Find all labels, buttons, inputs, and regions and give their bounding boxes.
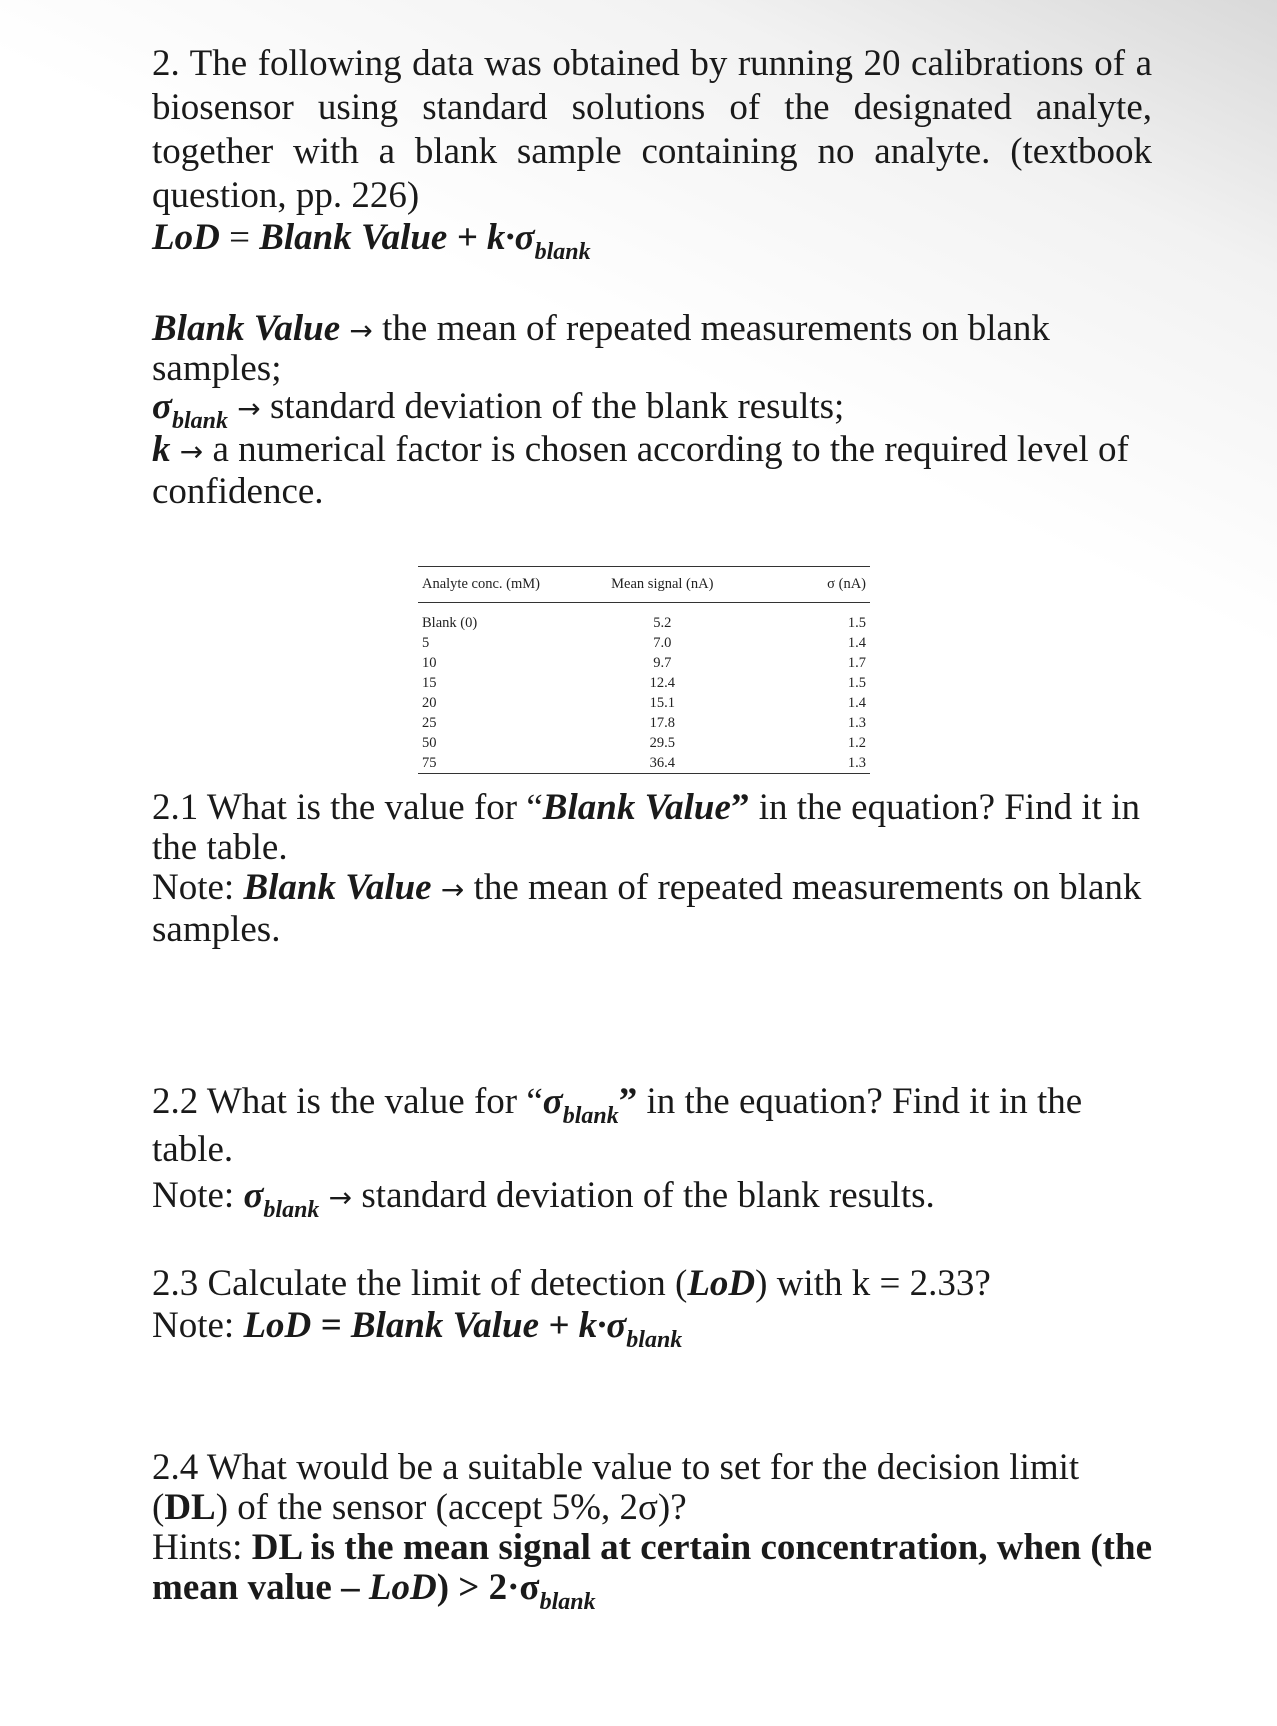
cell-analyte-conc: 75 [418,753,578,774]
header-analyte-conc: Analyte conc. (mM) [422,576,540,592]
cell-analyte-conc: 5 [422,635,430,651]
calibration-table [418,566,870,774]
sigma-symbol: σ [152,386,172,427]
arrow-icon: → [440,873,465,906]
q22-note-sigma: σ [243,1175,264,1216]
k-term: k [152,429,171,470]
cell-mean-signal: 5.2 [653,615,672,631]
q21-post: in the equation? Find it in the table. [152,787,1140,868]
q24-post: ) of the sensor (accept 5%, 2σ)? [215,1487,687,1528]
q21-pre: 2.1 What is the value for “ [152,787,543,828]
formula-sub: blank [534,239,591,265]
cell-sigma: 1.3 [747,753,870,774]
q24-hint-tail: ) > 2·σ [436,1567,540,1608]
q21-close: ” [730,787,750,828]
cell-mean-signal: 17.8 [649,715,675,731]
q24-pre: 2.4 What would be a suitable value to set for the decision limit ( [152,1447,1080,1528]
q22-sub: blank [562,1103,619,1129]
sigma-sub: blank [171,408,228,434]
table-row [418,673,870,693]
q21-note-term: Blank Value [243,867,432,908]
cell-analyte-conc: 15 [422,675,437,691]
question-2-1 [152,788,1152,868]
cell-analyte-conc: 25 [422,715,437,731]
q22-pre: 2.2 What is the value for “ [152,1081,543,1122]
question-2-3 [152,1262,1152,1306]
cell-analyte-conc: 20 [422,695,437,711]
cell-sigma: 1.2 [847,735,866,751]
q22-post: in the equation? Find it in the table. [152,1081,1083,1170]
q22-note-desc: standard deviation of the blank results. [352,1175,935,1216]
arrow-icon: → [349,314,373,347]
cell-sigma: 1.5 [847,675,866,691]
arrow-icon: → [328,1181,353,1214]
q22-sigma: σ [542,1081,563,1122]
note-2-2 [152,1174,1152,1223]
formula-rhs: Blank Value + k·σ [259,217,535,258]
table-row [418,693,870,713]
q23-pre: 2.3 Calculate the limit of detection ( [152,1263,688,1304]
table-row [418,713,870,733]
q24-hint-lod: LoD [368,1567,437,1608]
arrow-icon: → [237,392,261,425]
sigma-desc: standard deviation of the blank results; [260,386,845,427]
table-header-row [418,567,870,603]
intro-paragraph: 2. The following data was obtained by running 20 calibrations of a biosensor using standard solutions of the designated analyte, together with a blank sample containing no analyte. (textbook question, pp. 226) [152,43,1152,216]
note-2-1 [152,868,1152,950]
cell-sigma: 1.4 [847,695,866,711]
hint-2-4 [152,1527,1152,1615]
cell-sigma: 1.3 [847,715,866,731]
q23-note-formula: LoD = Blank Value + k·σ [243,1305,627,1346]
q24-term: DL [164,1487,216,1528]
blank-value-desc: the mean of repeated measurements on blank samples; [152,308,1050,389]
q24-hint-sub: blank [539,1589,596,1615]
formula-lhs: LoD [152,217,220,258]
q23-post: ) with k = 2.33? [755,1263,991,1304]
q22-note-sub: blank [263,1197,320,1223]
cell-mean-signal: 7.0 [653,635,672,651]
note-2-3 [152,1305,1152,1353]
table-row [418,603,870,634]
blank-value-term: Blank Value [152,308,341,349]
cell-mean-signal: 12.4 [649,675,675,691]
question-2-4 [152,1448,1152,1528]
cell-analyte-conc: 10 [422,655,437,671]
cell-mean-signal: 36.4 [578,753,747,774]
cell-sigma: 1.5 [847,615,866,631]
lod-formula [152,216,1152,265]
q21-note-desc: the mean of repeated measurements on blank samples. [152,867,1142,950]
q23-term: LoD [687,1263,756,1304]
q24-hint-label: Hints: [152,1527,252,1568]
q23-note-label: Note: [152,1305,244,1346]
header-sigma: σ (nA) [827,576,866,592]
cell-sigma: 1.7 [847,655,866,671]
question-page [152,42,1152,512]
k-definition [152,430,1152,512]
cell-analyte-conc: Blank (0) [422,615,478,631]
header-mean-signal: Mean signal (nA) [611,576,714,592]
blank-value-definition [152,310,1152,388]
q21-term: Blank Value [542,787,731,828]
cell-analyte-conc: 50 [422,735,437,751]
cell-mean-signal: 15.1 [649,695,675,711]
k-desc: a numerical factor is chosen according to the required level of confidence. [152,429,1129,512]
arrow-icon: → [179,435,204,468]
q23-note-sub: blank [626,1327,683,1353]
q24-hint-bold: DL is the mean signal at certain concentration, when (the mean value – [152,1527,1152,1608]
table-body [418,603,870,774]
questions-section [152,787,1152,1615]
q22-note-label: Note: [152,1175,244,1216]
q21-note-label: Note: [152,867,244,908]
formula-eq: = [219,217,260,258]
table-row [418,753,870,774]
cell-mean-signal: 9.7 [653,655,672,671]
sigma-definition [152,386,1152,434]
cell-sigma: 1.4 [847,635,866,651]
table-row [418,633,870,653]
cell-mean-signal: 29.5 [649,735,675,751]
q22-close: ” [618,1081,638,1122]
table-row [418,733,870,753]
question-2-2 [152,1078,1152,1174]
table-row [418,653,870,673]
